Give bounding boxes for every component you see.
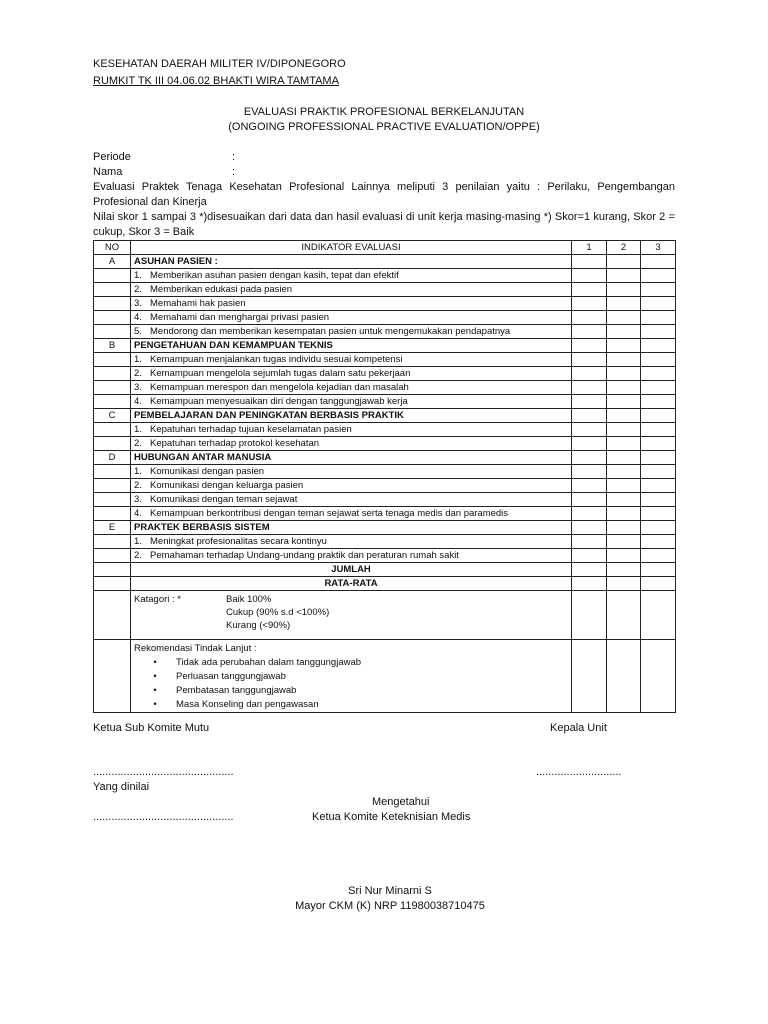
signature-line-dinilai: .............................................. [93,811,234,823]
kategori-score-2[interactable] [607,591,641,640]
col-header-no: NO [94,241,131,255]
score-cell[interactable] [641,479,676,493]
indicator-cell [131,283,572,297]
score-cell[interactable] [641,339,676,353]
ketua-sub-komite-label: Ketua Sub Komite Mutu [93,722,210,734]
indicator-row [94,297,676,311]
rekomendasi-cell [131,640,572,713]
indicator-cell [131,465,572,479]
kategori-score-3[interactable] [641,591,676,640]
indicator-number: 2. [134,480,142,491]
indicator-text: Memahami dan menghargai privasi pasien [150,312,330,323]
score-cell[interactable] [572,507,607,521]
indicator-row [94,479,676,493]
score-cell[interactable] [641,353,676,367]
nama-label: Nama [93,166,123,178]
indicator-row [94,325,676,339]
signatory-name: Sri Nur Minarni S [348,885,432,897]
indicator-empty-no [94,493,131,507]
rekomendasi-empty-no [94,640,131,713]
indicator-cell [131,395,572,409]
score-cell[interactable] [607,535,641,549]
section-title: ASUHAN PASIEN : [131,255,572,269]
indicator-empty-no [94,381,131,395]
section-title: HUBUNGAN ANTAR MANUSIA [131,451,572,465]
indicator-empty-no [94,479,131,493]
score-cell[interactable] [607,311,641,325]
indicator-cell [131,367,572,381]
kategori-score-1[interactable] [572,591,607,640]
score-cell[interactable] [607,437,641,451]
score-cell[interactable] [572,381,607,395]
score-cell[interactable] [641,395,676,409]
score-cell[interactable] [572,409,607,423]
indicator-number: 3. [134,298,142,309]
score-cell[interactable] [641,283,676,297]
score-cell[interactable] [607,423,641,437]
indicator-number: 3. [134,494,142,505]
rata-rata-label: RATA-RATA [131,577,572,591]
indicator-text: Mendorong dan memberikan kesempatan pasien untuk mengemukakan pendapatnya [150,326,511,337]
kategori-cukup: Cukup (90% s.d <100%) [226,607,330,618]
kategori-label: Katagori : * [134,594,181,605]
score-cell[interactable] [607,521,641,535]
indicator-cell [131,297,572,311]
indicator-number: 1. [134,424,142,435]
indicator-empty-no [94,549,131,563]
indicator-cell [131,423,572,437]
kategori-baik: Baik 100% [226,594,272,605]
indicator-number: 2. [134,550,142,561]
indicator-cell [131,269,572,283]
indicator-cell [131,507,572,521]
score-cell[interactable] [572,451,607,465]
indicator-row [94,395,676,409]
rekomendasi-item-text: Pembatasan tanggungjawab [176,685,297,696]
jumlah-score-1[interactable] [572,563,607,577]
rekomendasi-score-2[interactable] [607,640,641,713]
mengetahui-label: Mengetahui [372,796,430,808]
score-cell[interactable] [572,367,607,381]
score-cell[interactable] [572,479,607,493]
bullet-icon: • [153,699,157,710]
signatory-rank: Mayor CKM (K) NRP 11980038710475 [295,900,485,912]
section-row [94,339,676,353]
indicator-number: 1. [134,536,142,547]
score-cell[interactable] [572,311,607,325]
col-header-score-3: 3 [641,241,676,255]
bullet-icon: • [153,657,157,668]
indicator-empty-no [94,395,131,409]
section-letter: D [94,451,131,465]
intro-paragraph-2: Nilai skor 1 sampai 3 *)disesuaikan dari data dan hasil evaluasi di unit kerja masing-masing *) Skor=1 kurang, Skor 2 = cukup, Skor 3 = Baik [93,211,675,238]
indicator-number: 4. [134,312,142,323]
score-cell[interactable] [641,521,676,535]
indicator-text: Meningkat profesionalitas secara kontinyu [150,536,327,547]
rekomendasi-item [134,684,568,698]
section-row [94,409,676,423]
rekomendasi-item-text: Perluasan tanggungjawab [176,671,286,682]
score-cell[interactable] [572,395,607,409]
bullet-icon: • [153,685,157,696]
rekomendasi-row [94,640,676,713]
evaluation-table [93,240,676,713]
rata-rata-empty-no [94,577,131,591]
rekomendasi-item [134,670,568,684]
score-cell[interactable] [641,549,676,563]
indicator-empty-no [94,507,131,521]
indicator-empty-no [94,283,131,297]
rekomendasi-score-1[interactable] [572,640,607,713]
score-cell[interactable] [572,521,607,535]
col-header-score-2: 2 [607,241,641,255]
header-line-1: KESEHATAN DAERAH MILITER IV/DIPONEGORO [93,58,346,70]
periode-label: Periode [93,151,131,163]
score-cell[interactable] [572,423,607,437]
score-cell[interactable] [572,255,607,269]
indicator-empty-no [94,535,131,549]
score-cell[interactable] [641,409,676,423]
score-cell[interactable] [607,507,641,521]
score-cell[interactable] [607,367,641,381]
bullet-icon: • [153,671,157,682]
score-cell[interactable] [641,493,676,507]
kepala-unit-label: Kepala Unit [550,722,607,734]
indicator-number: 1. [134,270,142,281]
indicator-number: 1. [134,354,142,365]
indicator-number: 2. [134,438,142,449]
score-cell[interactable] [572,535,607,549]
section-title: PENGETAHUAN DAN KEMAMPUAN TEKNIS [131,339,572,353]
score-cell[interactable] [641,367,676,381]
document-title: EVALUASI PRAKTIK PROFESIONAL BERKELANJUTAN [243,106,525,118]
kategori-empty-no [94,591,131,640]
indicator-row [94,381,676,395]
score-cell[interactable] [641,311,676,325]
jumlah-score-3[interactable] [641,563,676,577]
rekomendasi-label: Rekomendasi Tindak Lanjut : [134,643,257,654]
section-title: PRAKTEK BERBASIS SISTEM [131,521,572,535]
indicator-cell [131,535,572,549]
score-cell[interactable] [607,283,641,297]
indicator-empty-no [94,311,131,325]
section-letter: E [94,521,131,535]
score-cell[interactable] [607,353,641,367]
indicator-number: 5. [134,326,142,337]
score-cell[interactable] [607,549,641,563]
kategori-kurang: Kurang (<90%) [226,620,291,631]
indicator-empty-no [94,437,131,451]
indicator-row [94,353,676,367]
col-header-indikator: INDIKATOR EVALUASI [131,241,572,255]
indicator-cell [131,381,572,395]
header-line-2: RUMKIT TK III 04.06.02 BHAKTI WIRA TAMTAMA [93,75,339,87]
section-letter: A [94,255,131,269]
score-cell[interactable] [641,269,676,283]
score-cell[interactable] [641,255,676,269]
indicator-row [94,465,676,479]
jumlah-row [94,563,676,577]
indicator-empty-no [94,325,131,339]
indicator-text: Kepatuhan terhadap tujuan keselamatan pasien [150,424,352,435]
kategori-row [94,591,676,640]
indicator-text: Komunikasi dengan pasien [150,466,265,477]
score-cell[interactable] [607,451,641,465]
score-cell[interactable] [607,409,641,423]
indicator-row [94,549,676,563]
indicator-cell [131,311,572,325]
rekomendasi-item-text: Tidak ada perubahan dalam tanggungjawab [176,657,362,668]
section-title: PEMBELAJARAN DAN PENINGKATAN BERBASIS PRAKTIK [131,409,572,423]
rekomendasi-item [134,698,568,712]
indicator-number: 2. [134,368,142,379]
intro-paragraph-1: Evaluasi Praktek Tenaga Kesehatan Profesional Lainnya meliputi 3 penilaian yaitu : Perilaku, Pengembangan Profesional dan Kinerja [93,181,675,208]
rekomendasi-item-text: Masa Konseling dan pengawasan [176,699,319,710]
score-cell[interactable] [607,381,641,395]
indicator-cell [131,353,572,367]
indicator-row [94,367,676,381]
score-cell[interactable] [572,283,607,297]
rata-rata-score-1[interactable] [572,577,607,591]
indicator-text: Komunikasi dengan teman sejawat [150,494,298,505]
jumlah-empty-no [94,563,131,577]
score-cell[interactable] [641,535,676,549]
indicator-empty-no [94,269,131,283]
yang-dinilai-label: Yang dinilai [93,781,150,793]
nama-colon: : [232,166,236,178]
indicator-text: Memahami hak pasien [150,298,246,309]
kategori-cell [131,591,572,640]
rata-rata-row [94,577,676,591]
score-cell[interactable] [607,269,641,283]
indicator-empty-no [94,297,131,311]
score-cell[interactable] [572,325,607,339]
score-cell[interactable] [607,479,641,493]
jumlah-label: JUMLAH [131,563,572,577]
rekomendasi-score-3[interactable] [641,640,676,713]
score-cell[interactable] [641,507,676,521]
score-cell[interactable] [641,381,676,395]
score-cell[interactable] [572,353,607,367]
indicator-row [94,311,676,325]
indicator-text: Pemahaman terhadap Undang-undang praktik dan peraturan rumah sakit [150,550,459,561]
score-cell[interactable] [572,549,607,563]
section-row [94,255,676,269]
indicator-empty-no [94,423,131,437]
indicator-text: Kemampuan menyesuaikan diri dengan tanggungjawab kerja [150,396,408,407]
score-cell[interactable] [607,395,641,409]
document-subtitle: (ONGOING PROFESSIONAL PRACTIVE EVALUATION/OPPE) [228,121,540,133]
ketua-komite-label: Ketua Komite Keteknisian Medis [312,811,471,823]
indicator-text: Kepatuhan terhadap protokol kesehatan [150,438,320,449]
score-cell[interactable] [607,297,641,311]
indicator-row [94,283,676,297]
table-header-row [94,241,676,255]
signature-line-right: ............................ [536,766,622,778]
score-cell[interactable] [572,339,607,353]
score-cell[interactable] [607,339,641,353]
indicator-number: 4. [134,396,142,407]
indicator-empty-no [94,367,131,381]
indicator-text: Kemampuan menjalankan tugas individu sesuai kompetensi [150,354,403,365]
indicator-row [94,535,676,549]
indicator-text: Memberikan edukasi pada pasien [150,284,293,295]
indicator-cell [131,549,572,563]
indicator-text: Kemampuan merespon dan mengelola kejadian dan masalah [150,382,409,393]
section-letter: B [94,339,131,353]
indicator-number: 3. [134,382,142,393]
indicator-cell [131,325,572,339]
score-cell[interactable] [607,493,641,507]
indicator-text: Kemampuan mengelola sejumlah tugas dalam satu pekerjaan [150,368,411,379]
section-row [94,521,676,535]
indicator-row [94,437,676,451]
rata-rata-score-2[interactable] [607,577,641,591]
indicator-cell [131,479,572,493]
indicator-row [94,423,676,437]
score-cell[interactable] [607,465,641,479]
signature-line-left: .............................................. [93,766,234,778]
periode-colon: : [232,151,236,163]
score-cell[interactable] [641,465,676,479]
score-cell[interactable] [572,269,607,283]
score-cell[interactable] [641,297,676,311]
indicator-row [94,507,676,521]
score-cell[interactable] [641,423,676,437]
indicator-text: Kemampuan berkontribusi dengan teman sejawat serta tenaga medis dan paramedis [150,508,509,519]
indicator-text: Memberikan asuhan pasien dengan kasih, tepat dan efektif [150,270,399,281]
score-cell[interactable] [607,325,641,339]
indicator-empty-no [94,465,131,479]
score-cell[interactable] [641,451,676,465]
indicator-cell [131,437,572,451]
rekomendasi-item [134,656,568,670]
score-cell[interactable] [641,325,676,339]
section-letter: C [94,409,131,423]
score-cell[interactable] [572,297,607,311]
score-cell[interactable] [572,493,607,507]
indicator-cell [131,493,572,507]
indicator-number: 2. [134,284,142,295]
indicator-row [94,269,676,283]
table-body [94,255,676,713]
score-cell[interactable] [572,465,607,479]
score-cell[interactable] [641,437,676,451]
section-row [94,451,676,465]
rata-rata-score-3[interactable] [641,577,676,591]
jumlah-score-2[interactable] [607,563,641,577]
indicator-row [94,493,676,507]
col-header-score-1: 1 [572,241,607,255]
indicator-number: 4. [134,508,142,519]
score-cell[interactable] [572,437,607,451]
indicator-number: 1. [134,466,142,477]
indicator-empty-no [94,353,131,367]
indicator-text: Komunikasi dengan keluarga pasien [150,480,304,491]
score-cell[interactable] [607,255,641,269]
